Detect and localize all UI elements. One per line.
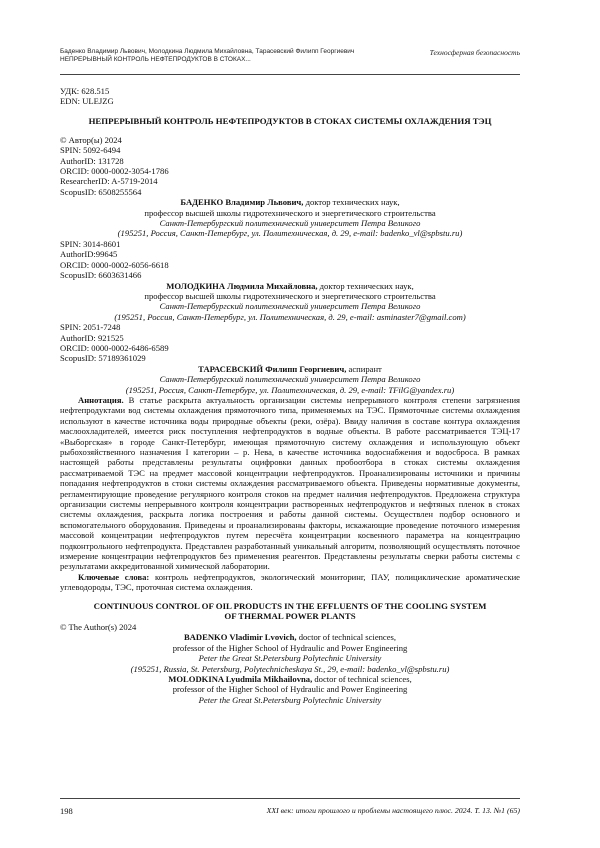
abstract (60, 395, 520, 593)
author2-en-position: professor of the Higher School of Hydraulic and Power Engineering (172, 684, 408, 695)
author3-degree: аспирант (346, 363, 382, 374)
article-title-en-line1: CONTINUOUS CONTROL OF OIL PRODUCTS IN THE EFFLUENTS OF THE COOLING SYSTEM (93, 600, 487, 611)
author1-org: Санкт-Петербургский политехнический университет Петра Великого (159, 218, 421, 229)
author2-degree: доктор технических наук, (317, 280, 414, 291)
article-title-en-line2: OF THERMAL POWER PLANTS (224, 611, 356, 622)
running-footer (60, 798, 520, 818)
author2-position: профессор высшей школы гидротехнического и энергетического строительства (144, 290, 436, 301)
author2-en-affiliation (60, 674, 520, 705)
keywords-label: Ключевые слова: (78, 571, 150, 582)
author3-orcid: ORCID: 0000-0002-6486-6589 (60, 342, 169, 353)
author1-researcherid: ResearcherID: A-5719-2014 (60, 176, 158, 187)
running-header (60, 48, 520, 84)
author1-authorid: AuthorID: 131728 (60, 155, 124, 166)
author3-org: Санкт-Петербургский политехнический университет Петра Великого (159, 374, 421, 385)
author1-en-degree: doctor of technical sciences, (296, 632, 397, 643)
author1-en-name: BADENKO Vladimir Lvovich, (183, 632, 297, 643)
author2-spin: SPIN: 3014-8601 (60, 238, 121, 249)
author3-ids (60, 322, 520, 364)
author3-name: ТАРАСЕВСКИЙ Филипп Георгиевич, (198, 363, 347, 374)
author2-authorid: AuthorID:99645 (60, 249, 118, 260)
author2-scopusid: ScopusID: 6603631466 (60, 270, 142, 281)
author2-en-degree: doctor of technical sciences, (312, 673, 412, 684)
author2-name: МОЛОДКИНА Людмила Михайловна, (166, 280, 318, 291)
keywords-text: контроль нефтепродуктов, экологический мониторинг, ПАУ, полициклические ароматические углеводороды, ТЭС, проточная система охлаждения. (60, 571, 520, 593)
author1-degree: доктор технических наук, (303, 197, 400, 208)
header-authors (60, 48, 420, 64)
edn: EDN: ULEJZG (60, 96, 114, 107)
abstract-label: Аннотация. (78, 394, 124, 405)
author1-affiliation (60, 197, 520, 239)
author1-ids (60, 145, 520, 197)
author3-spin: SPIN: 2051-7248 (60, 322, 121, 333)
copyright-ru: © Автор(ы) 2024 (60, 134, 122, 145)
header-journal-section: Техносферная безопасность (429, 48, 520, 57)
author1-en-position: professor of the Higher School of Hydraulic and Power Engineering (172, 642, 408, 653)
author3-authorid: AuthorID: 921525 (60, 332, 124, 343)
author1-name: БАДЕНКО Владимир Львович, (180, 197, 304, 208)
author1-position: профессор высшей школы гидротехнического и энергетического строительства (144, 207, 436, 218)
author1-address: (195251, Россия, Санкт-Петербург, ул. Политехническая, д. 29, e-mail: badenko_vl@spbstu.ru) (117, 228, 463, 239)
author1-en-address: (195251, Russia, St. Petersburg, Polytechnicheskaya St., 29, e-mail: badenko_vl@spbstu.ru) (130, 663, 450, 674)
author2-affiliation (60, 281, 520, 323)
footer-journal: XXI век: итоги прошлого и проблемы настоящего плюс. 2024. Т. 13. №1 (65) (266, 806, 520, 815)
header-authors-line2: НЕПРЕРЫВНЫЙ КОНТРОЛЬ НЕФТЕПРОДУКТОВ В СТОКАХ... (60, 56, 251, 63)
page-number: 198 (60, 806, 73, 816)
author3-address: (195251, Россия, Санкт-Петербург, ул. Политехническая, д. 29, e-mail: TFilG@yandex.ru) (125, 384, 455, 395)
author1-en-org: Peter the Great St.Petersburg Polytechnic University (198, 653, 382, 664)
author2-org: Санкт-Петербургский политехнический университет Петра Великого (159, 301, 421, 312)
author2-orcid: ORCID: 0000-0002-6056-6618 (60, 259, 169, 270)
header-authors-line1: Баденко Владимир Львович, Молодкина Людмила Михайловна, Тарасевский Филипп Георгиевич (60, 48, 355, 55)
footer-rule (60, 798, 520, 799)
article-title-ru: НЕПРЕРЫВНЫЙ КОНТРОЛЬ НЕФТЕПРОДУКТОВ В СТОКАХ СИСТЕМЫ ОХЛАЖДЕНИЯ ТЭЦ (88, 115, 492, 126)
header-rule (60, 74, 520, 75)
article-body (60, 86, 520, 705)
abstract-text: В статье раскрыта актуальность организации системы непрерывного контроля степени загрязнения нефтепродуктами вод системы охлаждения прямоточного типа, применяемых на ТЭС. Прямоточные системы охлаждения используют в качестве источника воды природные объекты (реки, озёра). Ввиду наличия в составе контура охлаждения маслоохладителей, имеется риск поступления нефтепродуктов в водные объекты. В работе рассматривается ТЭЦ-17 «Выборгская» в городе Санкт-Петербург, имеющая прямоточную систему охлаждения и использующую объект рыбохозяйственного назначения I категории – р. Нева, в качестве источника водоснабжения и водосброса. В рамках настоящей работы представлены результаты оцифровки данных пробоотбора в стоках системы охлаждения рассматриваемой ТЭС на предмет массовой концентрации нефтепродуктов. Проанализированы источники и причины попадания нефтепродуктов в стоки системы охлаждения рассматриваемого объекта. Приведены нормативные документы, регламентирующие проведение регулярного контроля стоков на предмет наличия нефтепродуктов. Предложена структура организации системы непрерывного контроля концентрации растворенных нефтепродуктов и нефтяных пленок в стоках системы охлаждения, раскрыта логика построения и работы данной системы. Осуществлен подбор основного и вспомогательного оборудования. Приведены и проанализированы факторы, искажающие проведение поточного измерения массовой концентрации нефтепродуктов путем пересчёта концентрации косвенного параметра на концентрацию подконтрольного нефтепродукта. Представлен разработанный уникальный алгоритм, позволяющий осуществлять поточное измерение концентрации нефтепродуктов без применения реагентов. Представлены результаты сверки работы системы с результатами аккредитованной химической лаборатории. (60, 394, 520, 572)
copyright-en: © The Author(s) 2024 (60, 621, 137, 632)
author2-en-name: MOLODKINA Lyudmila Mikhailovna, (168, 673, 313, 684)
author2-address: (195251, Россия, Санкт-Петербург, ул. Политехническая, д. 29, e-mail: asminaster7@gmail.com) (114, 311, 466, 322)
author1-spin: SPIN: 5092-6494 (60, 145, 121, 156)
author3-affiliation (60, 364, 520, 395)
udk: УДК: 628.515 (60, 86, 110, 96)
author1-en-affiliation (60, 632, 520, 674)
author1-scopusid: ScopusID: 6508255564 (60, 186, 142, 197)
author3-scopusid: ScopusID: 57189361029 (60, 353, 146, 364)
author2-ids (60, 239, 520, 281)
author1-orcid: ORCID: 0000-0002-3054-1786 (60, 166, 169, 177)
author2-en-org: Peter the Great St.Petersburg Polytechnic University (198, 694, 382, 705)
